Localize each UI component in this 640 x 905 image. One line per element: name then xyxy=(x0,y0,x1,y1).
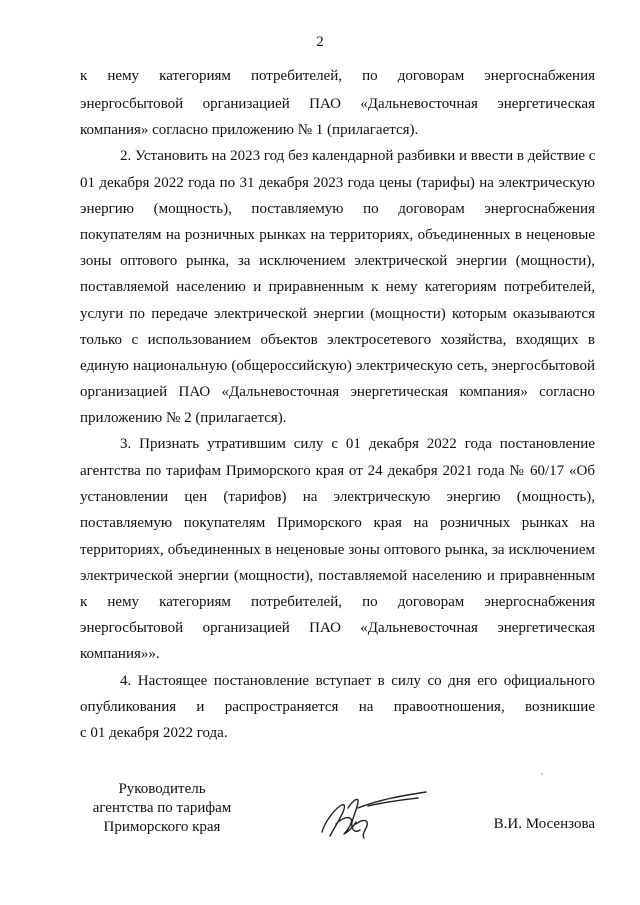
paragraph-2-line-10: организацией ПАО «Дальневосточная энергетическая компания» согласно xyxy=(80,384,595,400)
paragraph-2-line-2: 01 декабря 2022 года по 31 декабря 2023 года цены (тарифы) на электрическую xyxy=(80,175,595,191)
paragraph-2-line-4: покупателям на розничных рынках на территориях, объединенных в неценовые xyxy=(80,227,595,243)
paragraph-4-line-3: с 01 декабря 2022 года. xyxy=(80,725,228,741)
paragraph-3-line-9: компания»». xyxy=(80,646,160,662)
paragraph-4-line-1: 4. Настоящее постановление вступает в силу со дня его официального xyxy=(120,673,595,689)
paragraph-2-line-1: 2. Установить на 2023 год без календарной разбивки и ввести в действие с xyxy=(120,148,596,164)
paragraph-2-line-6: поставляемой населению и приравненным к нему категориям потребителей, xyxy=(80,279,595,295)
signatory-title-line-1: Руководитель xyxy=(118,781,206,797)
paragraph-3-line-6: электрической энергии (мощности), поставляемой населению и приравненным xyxy=(80,568,595,584)
paragraph-2-line-7: услуги по передаче электрической энергии (мощности) которым оказываются xyxy=(80,306,595,322)
paragraph-1-line-1: к нему категориям потребителей, по договорам энергоснабжения xyxy=(80,68,595,84)
paragraph-2-line-3: энергию (мощность), поставляемую по договорам энергоснабжения xyxy=(80,201,595,217)
handwritten-signature xyxy=(318,788,430,846)
paragraph-1-line-3: компания» согласно приложению № 1 (прилагается). xyxy=(80,122,419,138)
paragraph-2-line-8: только с использованием объектов электросетевого хозяйства, входящих в xyxy=(80,332,595,348)
paragraph-3-line-8: энергосбытовой организацией ПАО «Дальневосточная энергетическая xyxy=(80,620,595,636)
paragraph-2-line-11: приложению № 2 (прилагается). xyxy=(80,410,287,426)
paragraph-1-line-2: энергосбытовой организацией ПАО «Дальневосточная энергетическая xyxy=(80,96,595,112)
paragraph-3-line-5: территориях, объединенных в неценовые зоны оптового рынка, за исключением xyxy=(80,542,595,558)
paragraph-3-line-3: установлении цен (тарифов) на электрическую энергию (мощность), xyxy=(80,489,595,505)
signatory-title-line-3: Приморского края xyxy=(103,819,221,835)
signatory-name: В.И. Мосензова xyxy=(493,816,595,832)
signatory-title-line-2: агентства по тарифам xyxy=(92,800,232,816)
paragraph-3-line-7: к нему категориям потребителей, по договорам энергоснабжения xyxy=(80,594,595,610)
page-number: 2 xyxy=(316,34,324,50)
signatory-title xyxy=(82,780,242,837)
paragraph-3-line-1: 3. Признать утратившим силу с 01 декабря 2022 года постановление xyxy=(120,436,595,452)
paragraph-3-line-4: поставляемую покупателям Приморского края на розничных рынках на xyxy=(80,515,595,531)
paragraph-2-line-9: единую национальную (общероссийскую) электрическую сеть, энергосбытовой xyxy=(80,358,595,374)
scan-speck xyxy=(541,773,543,775)
paragraph-3-line-2: агентства по тарифам Приморского края от 24 декабря 2021 года № 60/17 «Об xyxy=(80,463,595,479)
paragraph-4-line-2: опубликования и распространяется на правоотношения, возникшие xyxy=(80,699,595,715)
paragraph-2-line-5: зоны оптового рынка, за исключением электрической энергии (мощности), xyxy=(80,253,595,269)
